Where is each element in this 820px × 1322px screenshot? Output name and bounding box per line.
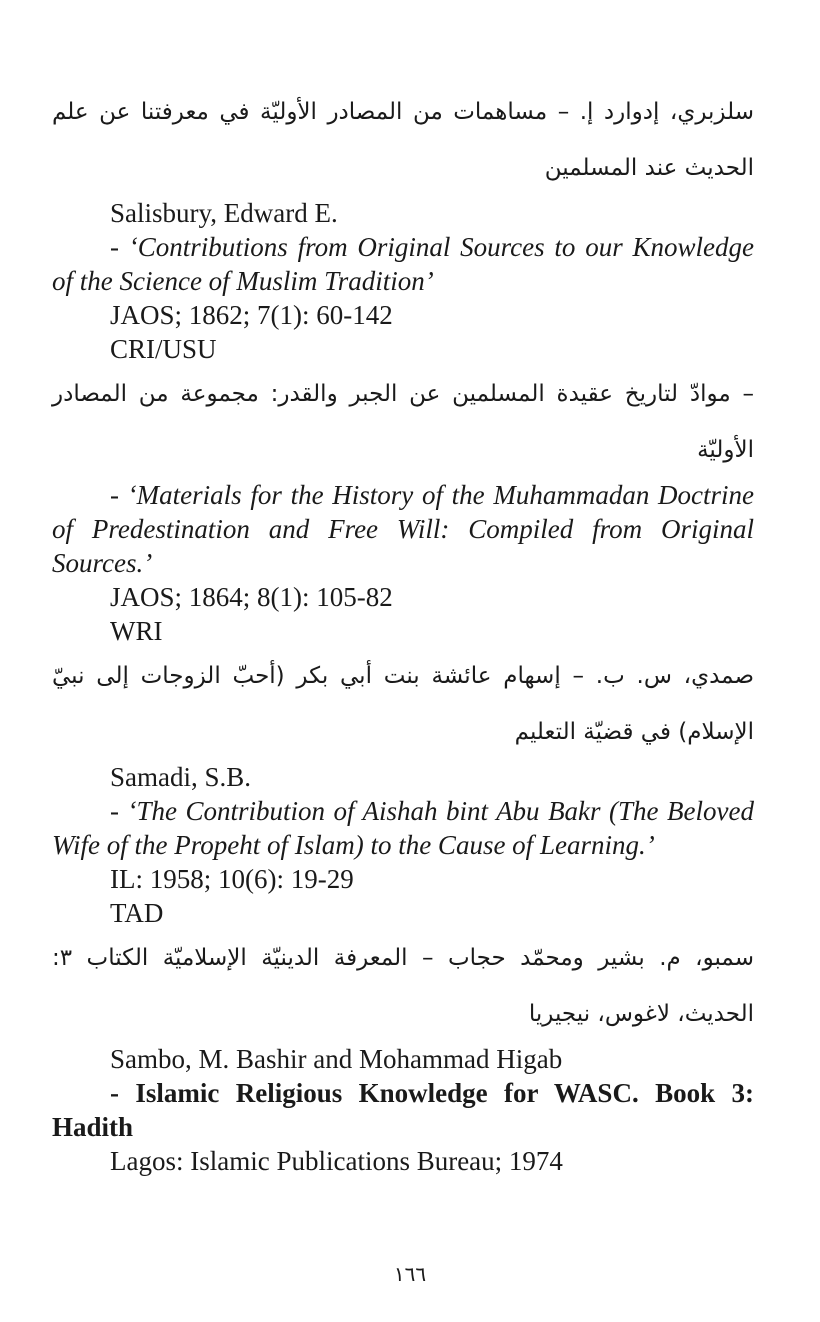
- entry-location: TAD: [110, 898, 164, 928]
- entry-author: Samadi, S.B.: [110, 762, 252, 792]
- entry-sambo: [52, 930, 754, 1178]
- bibliography-page: [52, 84, 754, 1178]
- entry-author: Salisbury, Edward E.: [110, 198, 338, 228]
- entry-publication: JAOS; 1864; 8(1): 105-82: [110, 582, 393, 612]
- page-number: ١٦٦: [393, 1262, 427, 1286]
- entry-title: - Islamic Religious Knowledge for WASC. Book 3: Hadith: [52, 1078, 754, 1142]
- entry-samadi: [52, 648, 754, 930]
- entry-title: - ‘Materials for the History of the Muhammadan Doctrine of Predestination and Free Will: Compiled from Original Sources.’: [52, 480, 754, 578]
- entry-title: - ‘The Contribution of Aishah bint Abu Bakr (The Beloved Wife of the Propeht of Islam) to the Cause of Learning.’: [52, 796, 754, 860]
- arabic-heading: سمبو، م. بشير ومحمّد حجاب – المعرفة الدينيّة الإسلاميّة الكتاب ٣: الحديث، لاغوس، نيجيريا: [52, 945, 754, 1027]
- entry-salisbury-2: [52, 366, 754, 648]
- entry-author: Sambo, M. Bashir and Mohammad Higab: [110, 1044, 563, 1074]
- entry-publication: IL: 1958; 10(6): 19-29: [110, 864, 354, 894]
- arabic-heading: صمدي، س. ب. – إسهام عائشة بنت أبي بكر (أحبّ الزوجات إلى نبيّ الإسلام) في قضيّة التعليم: [52, 663, 754, 745]
- entry-title: - ‘Contributions from Original Sources to our Knowledge of the Science of Muslim Tradition’: [52, 232, 754, 296]
- arabic-heading: – موادّ لتاريخ عقيدة المسلمين عن الجبر والقدر: مجموعة من المصادر الأوليّة: [52, 381, 754, 463]
- arabic-heading: سلزبري، إدوارد إ. – مساهمات من المصادر الأوليّة في معرفتنا عن علم الحديث عند المسلمين: [52, 99, 754, 181]
- entry-location: CRI/USU: [110, 334, 217, 364]
- entry-location: WRI: [110, 616, 163, 646]
- entry-salisbury-1: [52, 84, 754, 366]
- entry-publication: JAOS; 1862; 7(1): 60-142: [110, 300, 393, 330]
- entry-publication: Lagos: Islamic Publications Bureau; 1974: [110, 1146, 563, 1176]
